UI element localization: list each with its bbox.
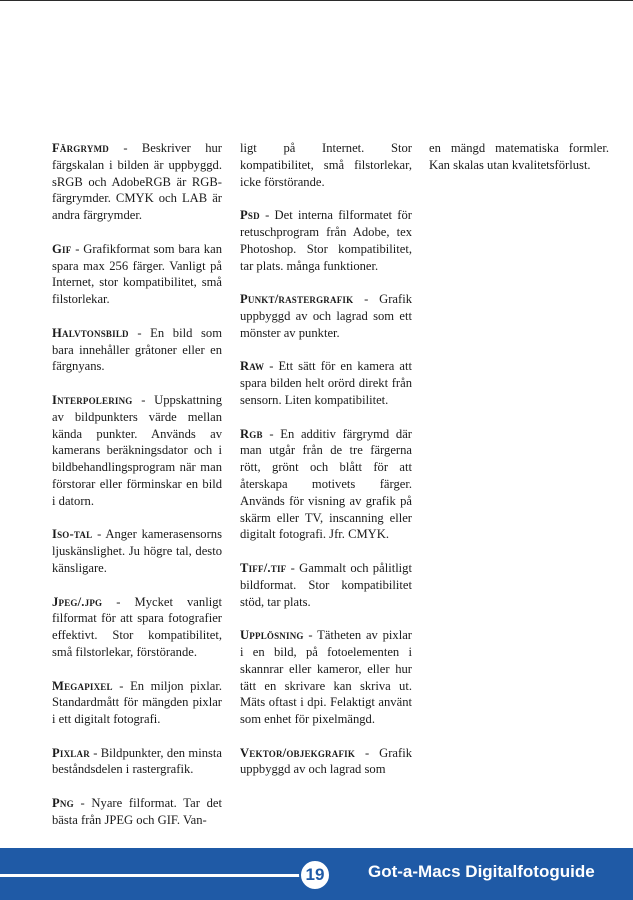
term-separator: - bbox=[286, 560, 300, 575]
term-separator: - bbox=[112, 678, 131, 693]
glossary-definition: Grafik uppbyggd av och lagrad som bbox=[240, 745, 412, 777]
term-separator: - bbox=[71, 241, 84, 256]
glossary-term: Psd bbox=[240, 208, 260, 223]
glossary-entry bbox=[240, 291, 412, 341]
term-separator: - bbox=[264, 359, 279, 374]
glossary-column-2 bbox=[240, 140, 412, 795]
glossary-column-3 bbox=[429, 140, 609, 190]
glossary-definition: En additiv färgrymd där man utgår från de tre färgerna rött, grönt och blått för att återskapa motivets färger. Används för visning av grafik på skärm eller TV, inscanning eller digitalt fotografi. Jfr. CMYK. bbox=[240, 426, 412, 542]
glossary-term: Rgb bbox=[240, 426, 263, 441]
glossary-definition: En bild som bara innehåller gråtoner eller en färgnyans. bbox=[52, 325, 222, 374]
glossary-term: Punkt/rastergrafik bbox=[240, 292, 354, 307]
glossary-entry bbox=[240, 358, 412, 408]
glossary-definition: Anger kamerasensorns ljuskänslighet. Ju högre tal, desto känsligare. bbox=[52, 527, 222, 575]
glossary-entry bbox=[240, 560, 412, 610]
guide-title: Got-a-Macs Digitalfotoguide bbox=[368, 862, 595, 881]
glossary-term: Upplösning bbox=[240, 628, 304, 643]
term-separator: - bbox=[132, 392, 155, 407]
term-separator: - bbox=[92, 527, 106, 542]
glossary-entry bbox=[240, 627, 412, 728]
term-separator: - bbox=[102, 594, 135, 609]
glossary-definition: Nyare filformat. Tar det bästa från JPEG och GIF. Van- bbox=[52, 796, 222, 827]
glossary-definition: Mycket vanligt filformat för att spara fotografier effektivt. Stor kompatibilitet, små filstorlekar, förstörande. bbox=[52, 594, 222, 659]
glossary-definition: Ett sätt för en kamera att spara bilden helt orörd direkt från sensorn. Liten kompatibilitet. bbox=[240, 359, 412, 407]
top-rule bbox=[0, 0, 633, 1]
term-separator: - bbox=[89, 745, 101, 760]
glossary-term: Färgrymd bbox=[52, 141, 109, 155]
glossary-definition: Uppskattning av bildpunkters värde mellan kända punkter. Används av kamerans beräkningsdator och i bildbehandlingsprogram när man förstorar eller förminskar en bild i datorn. bbox=[52, 392, 222, 508]
glossary-term: Iso-tal bbox=[52, 527, 93, 542]
glossary-term: Interpolering bbox=[52, 392, 133, 407]
glossary-entry bbox=[240, 745, 412, 779]
continued-text bbox=[240, 140, 412, 190]
glossary-entry bbox=[240, 426, 412, 544]
term-separator: - bbox=[259, 208, 275, 223]
glossary-term: Pixlar bbox=[52, 745, 90, 760]
glossary-column-1 bbox=[52, 140, 222, 845]
footer-rule bbox=[0, 874, 300, 877]
continuation-text: ligt på Internet. Stor kompatibilitet, små filstorlekar, icke förstörande. bbox=[240, 141, 412, 189]
glossary-entry bbox=[52, 526, 222, 576]
glossary-entry bbox=[52, 795, 222, 829]
glossary-definition: Grafikformat som bara kan spara max 256 färger. Vanligt på Internet, stor kompatibilitet, små filstorlekar. bbox=[52, 241, 222, 307]
glossary-entry bbox=[52, 241, 222, 308]
glossary-definition: En miljon pixlar. Standardmått för mängden pixlar i ett digitalt fotografi. bbox=[52, 678, 222, 727]
term-separator: - bbox=[353, 292, 380, 307]
glossary-term: Gif bbox=[52, 241, 72, 256]
glossary-entry bbox=[52, 325, 222, 375]
term-separator: - bbox=[108, 141, 142, 155]
glossary-entry bbox=[240, 207, 412, 274]
glossary-entry bbox=[52, 392, 222, 510]
term-separator: - bbox=[355, 745, 380, 760]
glossary-definition: Tätheten av pixlar i en bild, på fotoelementen i skannrar eller kameror, eller hur tätt en skrivare kan skriva ut. Mäts oftast i dpi. Felaktigt använt som enhet för pixelmängd. bbox=[240, 628, 412, 727]
glossary-definition: Grafik uppbyggd av och lagrad som ett mönster av punkter. bbox=[240, 292, 412, 340]
term-separator: - bbox=[73, 796, 92, 811]
glossary-entry bbox=[52, 678, 222, 728]
glossary-entry bbox=[52, 745, 222, 779]
continued-text bbox=[429, 140, 609, 174]
glossary-term: Raw bbox=[240, 359, 265, 374]
glossary-term: Megapixel bbox=[52, 678, 113, 693]
continuation-text: en mängd matematiska formler. Kan skalas utan kvalitetsförlust. bbox=[429, 141, 609, 172]
glossary-term: Vektor/objekgrafik bbox=[240, 745, 356, 760]
term-separator: - bbox=[303, 628, 318, 643]
glossary-term: Jpeg/.jpg bbox=[52, 594, 103, 609]
glossary-definition: Beskriver hur färgskalan i bilden är uppbyggd. sRGB och AdobeRGB är RGB-färgrymder. CMYK och LAB är andra färgrymder. bbox=[52, 141, 222, 223]
glossary-entry bbox=[52, 594, 222, 661]
page-number: 19 bbox=[299, 859, 331, 891]
term-separator: - bbox=[262, 426, 281, 441]
glossary-definition: Bildpunkter, den minsta beståndsdelen i rastergrafik. bbox=[52, 745, 222, 777]
glossary-term: Tiff/.tif bbox=[240, 560, 287, 575]
glossary-definition: Gammalt och pålitligt bildformat. Stor kompatibilitet stöd, tar plats. bbox=[240, 560, 412, 609]
glossary-term: Png bbox=[52, 796, 74, 811]
glossary-term: Halvtonsbild bbox=[52, 325, 129, 340]
glossary-entry bbox=[52, 140, 222, 224]
glossary-definition: Det interna filformatet för retuschprogram från Adobe, tex Photoshop. Stor kompatibilitet, tar plats. många funktioner. bbox=[240, 208, 412, 273]
term-separator: - bbox=[128, 325, 151, 340]
